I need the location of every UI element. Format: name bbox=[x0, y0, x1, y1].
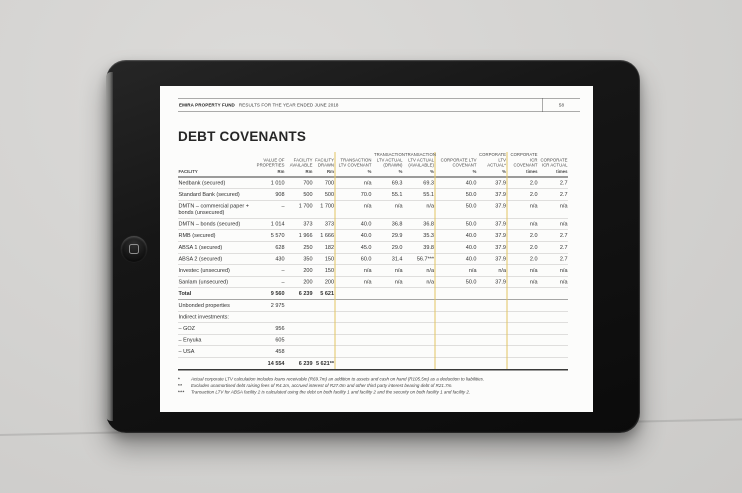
cell-value: 36.8 bbox=[403, 218, 435, 230]
cell-value: n/a bbox=[507, 276, 538, 288]
cell-value: 31.4 bbox=[372, 253, 403, 265]
cell-value: 37.9 bbox=[477, 276, 507, 288]
cell-value: 37.9 bbox=[477, 200, 507, 218]
cell-value: 458 bbox=[253, 346, 285, 358]
cell-value: 40.0 bbox=[435, 177, 477, 189]
cell-value: n/a bbox=[538, 200, 568, 218]
cell-value bbox=[538, 346, 568, 358]
table-row bbox=[178, 276, 568, 288]
page-number: 58 bbox=[543, 99, 581, 112]
cell-value: – bbox=[253, 276, 285, 288]
cell-facility bbox=[178, 358, 253, 370]
cell-value bbox=[285, 334, 313, 346]
cell-value: 150 bbox=[313, 253, 335, 265]
covenant-table bbox=[178, 152, 568, 370]
cell-value: 37.9 bbox=[477, 253, 507, 265]
table-row bbox=[178, 323, 568, 335]
cell-value: 14 554 bbox=[253, 358, 285, 370]
cell-value bbox=[335, 311, 372, 323]
cell-value bbox=[435, 334, 477, 346]
cell-value bbox=[372, 346, 403, 358]
cell-value bbox=[372, 323, 403, 335]
cell-value: 373 bbox=[313, 218, 335, 230]
table-row bbox=[178, 334, 568, 346]
cell-value bbox=[313, 300, 335, 312]
cell-value bbox=[285, 346, 313, 358]
cell-value: 69.3 bbox=[372, 177, 403, 189]
table-row bbox=[178, 218, 568, 230]
cell-value bbox=[477, 358, 507, 370]
footnote-text: Transaction LTV for ABSA facility 2 is calculated using the debt on both facility 1 and facility 2 and the security on both facility 1 and facility 2. bbox=[191, 389, 471, 395]
cell-value: 39.8 bbox=[403, 242, 435, 254]
cell-value bbox=[285, 300, 313, 312]
cell-value: 55.1 bbox=[403, 189, 435, 201]
cell-value bbox=[538, 323, 568, 335]
column-header: CORPORATE ICR ACTUAL bbox=[540, 157, 568, 168]
unit-label: times bbox=[507, 169, 538, 177]
cell-value: n/a bbox=[507, 265, 538, 277]
cell-value: 60.0 bbox=[335, 253, 372, 265]
cell-value: 200 bbox=[285, 265, 313, 277]
cell-value: n/a bbox=[507, 200, 538, 218]
cell-value bbox=[477, 334, 507, 346]
cell-value: 700 bbox=[313, 177, 335, 189]
cell-value: 628 bbox=[253, 242, 285, 254]
table-row bbox=[178, 311, 568, 323]
cell-value: 40.0 bbox=[335, 218, 372, 230]
cell-value bbox=[435, 346, 477, 358]
cell-value bbox=[507, 358, 538, 370]
cell-value bbox=[403, 323, 435, 335]
cell-facility: DMTN – bonds (secured) bbox=[178, 218, 253, 230]
cell-value bbox=[538, 358, 568, 370]
cell-value: 956 bbox=[253, 323, 285, 335]
cell-value bbox=[335, 346, 372, 358]
cell-value: 1 700 bbox=[313, 200, 335, 218]
cell-value bbox=[313, 323, 335, 335]
cell-value: n/a bbox=[335, 200, 372, 218]
cell-value: 2.7 bbox=[538, 242, 568, 254]
table-row bbox=[178, 346, 568, 358]
cell-facility: Investec (unsecured) bbox=[178, 265, 253, 277]
document-page bbox=[160, 86, 593, 412]
cell-value: 2.0 bbox=[507, 242, 538, 254]
cell-value: n/a bbox=[335, 265, 372, 277]
cell-value: 9 560 bbox=[253, 288, 285, 300]
cell-facility: – USA bbox=[178, 346, 253, 358]
home-button[interactable] bbox=[121, 236, 147, 262]
cell-value bbox=[403, 300, 435, 312]
footnote-marker: ** bbox=[178, 383, 183, 389]
cell-facility: Sanlam (unsecured) bbox=[178, 276, 253, 288]
cell-value: – bbox=[253, 200, 285, 218]
cell-value bbox=[403, 358, 435, 370]
cell-facility: – Enyuka bbox=[178, 334, 253, 346]
column-header-row bbox=[178, 152, 568, 169]
cell-value bbox=[435, 358, 477, 370]
cell-value: n/a bbox=[335, 276, 372, 288]
footnote bbox=[178, 389, 580, 396]
cell-value bbox=[507, 323, 538, 335]
cell-value: 1 700 bbox=[285, 200, 313, 218]
footnote-marker: * bbox=[178, 376, 181, 382]
cell-value: 430 bbox=[253, 253, 285, 265]
cell-value: 250 bbox=[285, 242, 313, 254]
cell-facility: Total bbox=[178, 288, 253, 300]
cell-value: n/a bbox=[372, 265, 403, 277]
cell-value bbox=[435, 323, 477, 335]
cell-value: 37.9 bbox=[477, 230, 507, 242]
footnote-marker: *** bbox=[178, 389, 185, 395]
cell-value bbox=[372, 311, 403, 323]
cell-value bbox=[372, 300, 403, 312]
cell-value bbox=[372, 288, 403, 300]
cell-value: n/a bbox=[335, 177, 372, 189]
cell-value: 40.0 bbox=[335, 230, 372, 242]
cell-facility: Indirect investments: bbox=[178, 311, 253, 323]
cell-value bbox=[403, 346, 435, 358]
cell-value: 37.9 bbox=[477, 189, 507, 201]
cell-value bbox=[477, 323, 507, 335]
cell-value: 50.0 bbox=[435, 218, 477, 230]
unit-label: times bbox=[556, 168, 568, 174]
cell-value: n/a bbox=[403, 200, 435, 218]
tablet-frame bbox=[106, 60, 640, 433]
unit-label: Rm bbox=[277, 168, 285, 174]
cell-value: n/a bbox=[538, 276, 568, 288]
cell-value bbox=[403, 288, 435, 300]
cell-value: 2.0 bbox=[507, 189, 538, 201]
cell-value: 56.7*** bbox=[403, 253, 435, 265]
cell-value: n/a bbox=[435, 265, 477, 277]
cell-value: n/a bbox=[477, 265, 507, 277]
unit-label: % bbox=[435, 169, 477, 177]
table-row bbox=[178, 200, 568, 218]
cell-value: 5 621 bbox=[313, 288, 335, 300]
cell-value: 70.0 bbox=[335, 189, 372, 201]
cell-value bbox=[507, 300, 538, 312]
cell-value bbox=[313, 334, 335, 346]
cell-value bbox=[335, 358, 372, 370]
cell-value: n/a bbox=[372, 276, 403, 288]
facility-column-label: FACILITY bbox=[178, 168, 198, 174]
cell-facility: RMB (secured) bbox=[178, 230, 253, 242]
brand-name: EMIRA PROPERTY FUND bbox=[179, 102, 235, 108]
units-row bbox=[178, 169, 568, 177]
cell-value: 40.0 bbox=[435, 253, 477, 265]
cell-value bbox=[335, 334, 372, 346]
cell-facility: – GOZ bbox=[178, 323, 253, 335]
cell-value: 55.1 bbox=[372, 189, 403, 201]
cell-value: 5 621** bbox=[313, 358, 335, 370]
cell-value: 2.7 bbox=[538, 253, 568, 265]
column-header: VALUE OF PROPERTIES bbox=[256, 157, 285, 168]
cell-value: 69.3 bbox=[403, 177, 435, 189]
cell-value: 45.0 bbox=[335, 242, 372, 254]
cell-value: 2.7 bbox=[538, 189, 568, 201]
cell-value: 200 bbox=[313, 276, 335, 288]
column-header: CORPORATE ICR COVENANT bbox=[507, 152, 538, 169]
cell-value bbox=[313, 346, 335, 358]
cell-value: 2.0 bbox=[507, 177, 538, 189]
cell-value: 40.0 bbox=[435, 230, 477, 242]
unit-label: % bbox=[502, 168, 506, 174]
cell-value bbox=[477, 300, 507, 312]
cell-value bbox=[372, 358, 403, 370]
cell-value: n/a bbox=[403, 276, 435, 288]
column-header: TRANSACTION LTV ACTUAL (DRAWN) bbox=[374, 152, 406, 168]
cell-value bbox=[538, 288, 568, 300]
cell-value bbox=[313, 311, 335, 323]
tablet-side-edge bbox=[106, 72, 113, 421]
tablet-screen bbox=[160, 86, 593, 412]
cell-value: 200 bbox=[285, 276, 313, 288]
cell-value: 182 bbox=[313, 242, 335, 254]
cell-value: 50.0 bbox=[435, 276, 477, 288]
cell-value: 500 bbox=[313, 189, 335, 201]
cell-value bbox=[538, 311, 568, 323]
cell-value: 700 bbox=[285, 177, 313, 189]
cell-value bbox=[507, 311, 538, 323]
cell-value bbox=[403, 334, 435, 346]
cell-value bbox=[335, 288, 372, 300]
cell-value: 2.7 bbox=[538, 230, 568, 242]
cell-value: 2 975 bbox=[253, 300, 285, 312]
cell-value bbox=[403, 311, 435, 323]
cell-facility: Nedbank (secured) bbox=[178, 177, 253, 189]
cell-value: 2.0 bbox=[507, 230, 538, 242]
cell-value: 1 966 bbox=[285, 230, 313, 242]
cell-value: 6 239 bbox=[285, 288, 313, 300]
cell-value: 29.0 bbox=[372, 242, 403, 254]
cell-value bbox=[477, 346, 507, 358]
cell-value: n/a bbox=[403, 265, 435, 277]
unit-label: Rm bbox=[305, 168, 313, 174]
footnote-text: Excludes unamortised debt raising fees of R4.1m, accrued interest of R27.0m and other third party interest bearing debt of R21.7m. bbox=[191, 383, 453, 389]
cell-value: 6 239 bbox=[285, 358, 313, 370]
cell-value bbox=[335, 323, 372, 335]
cell-value bbox=[507, 346, 538, 358]
cell-value bbox=[507, 288, 538, 300]
table-row bbox=[178, 300, 568, 312]
cell-facility: Standard Bank (secured) bbox=[178, 189, 253, 201]
cell-value bbox=[538, 334, 568, 346]
table-row bbox=[178, 265, 568, 277]
footnote-text: Actual corporate LTV calculation includes loans receivable (R69.7m) an addition to assets and cash on hand (R105.5m) as a deduction to liabilities. bbox=[191, 376, 485, 382]
unit-label: % bbox=[398, 168, 403, 174]
table-row bbox=[178, 230, 568, 242]
cell-value: 908 bbox=[253, 189, 285, 201]
cell-value bbox=[477, 311, 507, 323]
cell-value: 37.9 bbox=[477, 218, 507, 230]
cell-value: n/a bbox=[538, 218, 568, 230]
table-row bbox=[178, 242, 568, 254]
column-header: TRANSACTION LTV COVENANT bbox=[335, 152, 372, 169]
cell-value: 373 bbox=[285, 218, 313, 230]
cell-value bbox=[538, 300, 568, 312]
report-header bbox=[178, 98, 580, 112]
cell-value: 1 010 bbox=[253, 177, 285, 189]
cell-value bbox=[435, 311, 477, 323]
cell-facility: ABSA 2 (secured) bbox=[178, 253, 253, 265]
cell-value: 35.3 bbox=[403, 230, 435, 242]
cell-value: n/a bbox=[507, 218, 538, 230]
cell-value: n/a bbox=[372, 200, 403, 218]
cell-facility: ABSA 1 (secured) bbox=[178, 242, 253, 254]
cell-value: 1 666 bbox=[313, 230, 335, 242]
column-header: FACILITY AVAILABLE bbox=[289, 157, 313, 168]
cell-value: n/a bbox=[538, 265, 568, 277]
cell-value bbox=[335, 300, 372, 312]
cell-value: 605 bbox=[253, 334, 285, 346]
cell-value: 50.0 bbox=[435, 200, 477, 218]
table-row bbox=[178, 189, 568, 201]
cell-value bbox=[477, 288, 507, 300]
cell-value: 350 bbox=[285, 253, 313, 265]
cell-value bbox=[253, 311, 285, 323]
column-header: CORPORATE LTV COVENANT bbox=[435, 152, 477, 169]
cell-value bbox=[285, 323, 313, 335]
cell-value: 1 014 bbox=[253, 218, 285, 230]
cell-facility: DMTN – commercial paper + bonds (unsecured) bbox=[178, 200, 253, 218]
footnotes bbox=[178, 376, 580, 396]
unit-label: % bbox=[430, 168, 434, 174]
column-header: CORPORATE LTV ACTUAL* bbox=[479, 152, 507, 168]
column-header: FACILITY DRAWN bbox=[315, 157, 334, 168]
cell-facility: Unbonded properties bbox=[178, 300, 253, 312]
page-title: DEBT COVENANTS bbox=[178, 129, 307, 144]
cell-value: 37.9 bbox=[477, 177, 507, 189]
table-body bbox=[178, 177, 568, 370]
cell-value: 150 bbox=[313, 265, 335, 277]
cell-value: 37.9 bbox=[477, 242, 507, 254]
table-row bbox=[178, 177, 568, 189]
cell-value: 2.7 bbox=[538, 177, 568, 189]
table-row bbox=[178, 358, 568, 370]
unit-label: Rm bbox=[327, 168, 334, 174]
cell-value: 36.8 bbox=[372, 218, 403, 230]
column-header: TRANSACTION LTV ACTUAL (AVAILABLE) bbox=[405, 152, 437, 168]
cell-value bbox=[435, 300, 477, 312]
table-row bbox=[178, 288, 568, 300]
cell-value: – bbox=[253, 265, 285, 277]
cell-value: 500 bbox=[285, 189, 313, 201]
cell-value bbox=[435, 288, 477, 300]
cell-value: 29.9 bbox=[372, 230, 403, 242]
report-subtitle: RESULTS FOR THE YEAR ENDED JUNE 2018 bbox=[238, 102, 339, 108]
cell-value: 50.0 bbox=[435, 189, 477, 201]
column-header bbox=[178, 152, 253, 169]
unit-label: % bbox=[335, 169, 372, 177]
cell-value bbox=[285, 311, 313, 323]
cell-value: 5 570 bbox=[253, 230, 285, 242]
table-row bbox=[178, 253, 568, 265]
cell-value: 2.0 bbox=[507, 253, 538, 265]
cell-value: 40.0 bbox=[435, 242, 477, 254]
cell-value bbox=[372, 334, 403, 346]
cell-value bbox=[507, 334, 538, 346]
home-button-icon bbox=[129, 244, 139, 254]
